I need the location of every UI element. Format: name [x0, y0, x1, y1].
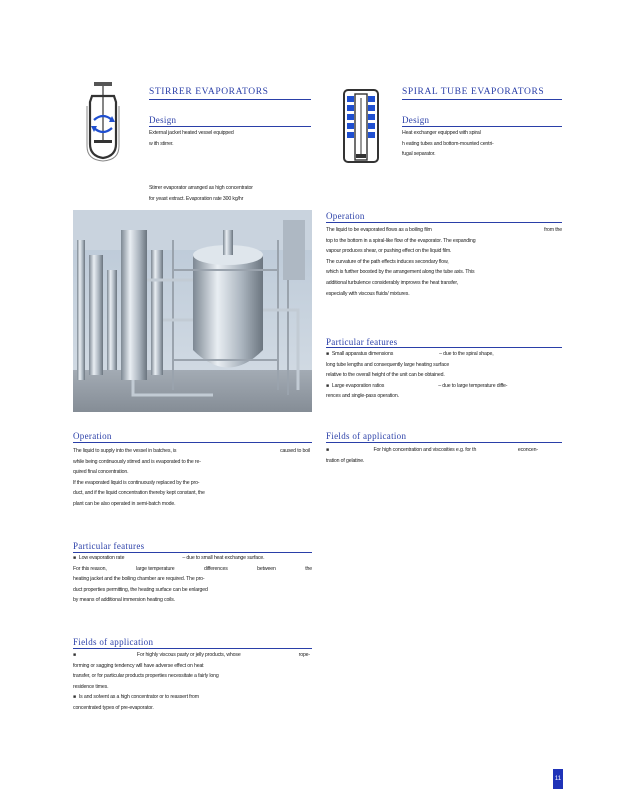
- fields-heading-right: Fields of application: [326, 431, 407, 441]
- stirrer-design-text: External jacket heated vessel equipped w ith stirrer.: [149, 130, 234, 147]
- design-heading: Design: [402, 115, 430, 125]
- title-rule: [149, 99, 311, 100]
- spiral-tube-evaporator-icon: [340, 88, 382, 166]
- spiral-fields-list: ■ For high concentration and viscosities e.g. for th econcen- tration of gelatine.: [326, 445, 562, 466]
- features-heading-left: Particular features: [73, 541, 145, 551]
- evaporator-plant-photo: [73, 210, 312, 412]
- heading-rule: [326, 442, 562, 443]
- spiral-design-text: Heat exchanger equipped with spiral h eating tubes and bottom-mounted centri- fugal separator.: [402, 130, 494, 158]
- spiral-operation-text: The liquid to be evaporated flows as a boiling film from the top to the bottom in a spiral-like flow of the evaporator. The expanding vapour produces shear, or pushing effect on the liquid film. The curvature of the path effects induces secondary flow, which is further boosted by the arrangement along the tube axis. This additional turbulence considerably improves the heat transfer, especially with viscous fluids/ mixtures.: [326, 227, 562, 297]
- operation-heading-left: Operation: [73, 431, 112, 441]
- heading-rule: [149, 126, 311, 127]
- operation-heading-right: Operation: [326, 211, 365, 221]
- stirrer-evaporator-icon: [82, 82, 124, 162]
- spiral-features-list: ■ Small apparatus dimensions – due to the spiral shape, long tube lengths and consequently large heating surface relative to the overall height of the unit can be obtained. ■ Large evaporation ratios – due to large temperature diffe- rences and single-pass operation.: [326, 349, 562, 402]
- design-heading: Design: [149, 115, 177, 125]
- fields-heading-left: Fields of application: [73, 637, 154, 647]
- spiral-tube-evaporators-title: SPIRAL TUBE EVAPORATORS: [402, 87, 545, 97]
- heading-rule: [73, 442, 312, 443]
- heading-rule: [326, 222, 562, 223]
- stirrer-fields-list: ■ For highly viscous pasty or jelly products, whose rope- forming or sagging tendency will have adverse effect on heat transfer, or for particular products properties necessitate a fairly long residence times. ■ Is and solvent as a high concentrator or to reassert from concentrated types of pre-evaporator.: [73, 650, 312, 714]
- stirrer-operation-text: The liquid to supply into the vessel in batches, is caused to boil while being continuously stirred and is evaporated to the re- quired final concentration. If the evaporated liquid is continuously replaced by the pro- duct, and if the liquid concentration thereby kept constant, the plant can be also operated in semi-batch mode.: [73, 448, 310, 507]
- stirrer-evaporators-title: STIRRER EVAPORATORS: [149, 87, 269, 97]
- features-heading-right: Particular features: [326, 337, 398, 347]
- page-number-badge: 11: [553, 769, 563, 789]
- stirrer-features-list: ■ Low evaporation rate – due to small heat exchange surface. For this reason, large temperature differences between the heating jacket and the boiling chamber are required. The pro- duct properties permitting, the heating surface can be enlarged by means of additional immersion heating coils.: [73, 553, 312, 606]
- heading-rule: [326, 347, 562, 348]
- photo-caption: Stirrer evaporator arranged as high concentrator for yeast extract. Evaporation rate 300 kg/hr: [149, 185, 253, 202]
- heading-rule: [402, 126, 562, 127]
- title-rule: [402, 99, 562, 100]
- heading-rule: [73, 648, 312, 649]
